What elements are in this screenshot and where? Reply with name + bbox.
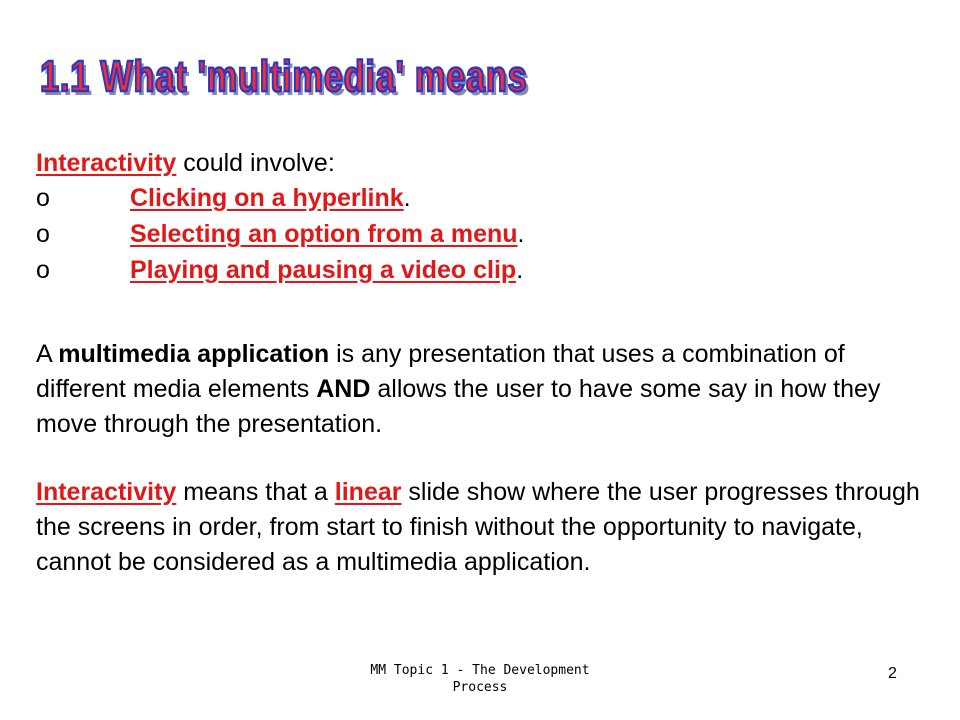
slide-title: 1.1 What 'multimedia' means bbox=[40, 52, 528, 101]
multimedia-definition bbox=[36, 337, 926, 442]
page-number: 2 bbox=[888, 665, 897, 682]
bullet-marker: o bbox=[36, 184, 50, 212]
hyperlink-link[interactable]: Clicking on a hyperlink bbox=[130, 184, 404, 212]
menu-option-link[interactable]: Selecting an option from a menu bbox=[130, 220, 518, 248]
bullet-suffix: . bbox=[516, 256, 524, 284]
list-item bbox=[36, 253, 524, 289]
para-text: slide show where the user progresses through the screens in order, from start to finish without the opportunity to navigate, cannot be considered as a multimedia application. bbox=[36, 478, 920, 576]
interactivity-definition bbox=[36, 475, 926, 580]
list-item bbox=[36, 181, 411, 217]
bullet-suffix: . bbox=[403, 184, 411, 212]
footer-text: MM Topic 1 - The Development Process bbox=[370, 663, 590, 695]
interactivity-list bbox=[36, 146, 525, 289]
para-text: allows the user to have some say in how they move through the presentation. bbox=[36, 375, 881, 438]
list-item bbox=[36, 217, 525, 253]
para-text: means that a bbox=[176, 478, 335, 506]
interactivity-link[interactable]: Interactivity bbox=[36, 149, 177, 177]
video-clip-link[interactable]: Playing and pausing a video clip bbox=[130, 256, 517, 284]
bold-term: AND bbox=[316, 375, 371, 403]
linear-link[interactable]: linear bbox=[334, 478, 402, 506]
interactivity-link[interactable]: Interactivity bbox=[36, 478, 177, 506]
bullet-marker: o bbox=[36, 256, 50, 284]
intro-text: could involve: bbox=[176, 149, 335, 177]
para-text: is any presentation that uses a combination of different media elements bbox=[36, 340, 845, 403]
bullet-marker: o bbox=[36, 220, 50, 248]
bold-term: multimedia application bbox=[58, 340, 330, 368]
para-text: A bbox=[36, 340, 59, 368]
intro-line bbox=[36, 146, 335, 181]
bullet-suffix: . bbox=[517, 220, 525, 248]
